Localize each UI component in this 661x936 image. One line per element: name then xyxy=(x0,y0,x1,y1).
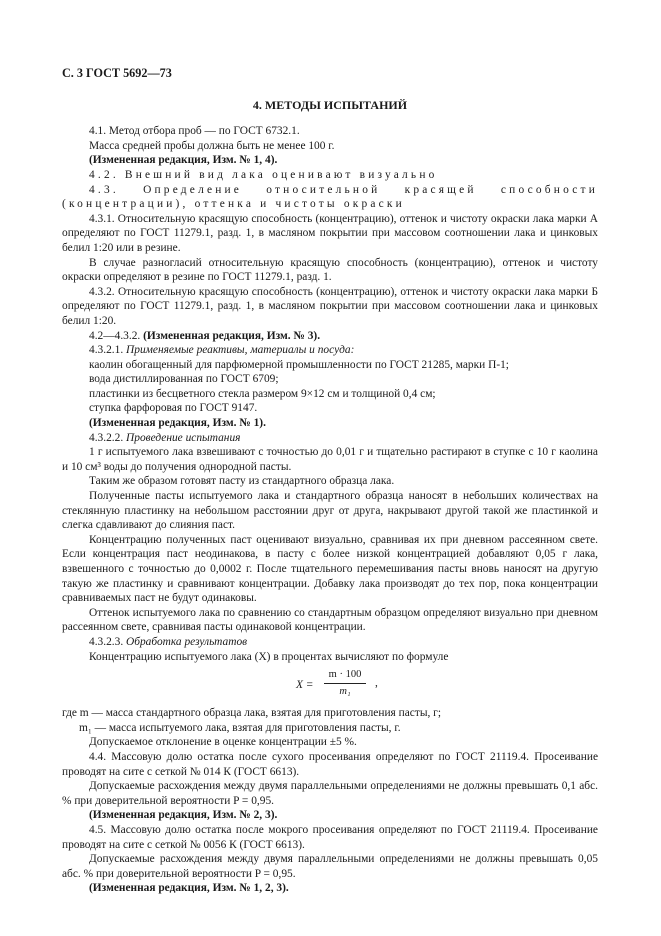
formula-numerator: m · 100 xyxy=(328,669,362,681)
paragraph: Допускаемые расхождения между двумя параллельными определениями не должны превышать 0,05 абс. % при доверительной вероятности P = 0,95. xyxy=(62,853,598,880)
document-page xyxy=(62,66,598,896)
paragraph xyxy=(62,343,598,358)
list-item: пластинки из бесцветного стекла размером 9×12 см и толщиной 0,4 см; xyxy=(89,387,436,400)
paragraph: 4.3. Определение относительной красящей способности (концентрации), оттенка и чистоты окраски xyxy=(62,183,598,211)
legend-line: m₁ — масса испытуемого лака, взятая для приготовления пасты, г. xyxy=(79,721,401,734)
paragraph: Таким же образом готовят пасту из стандартного образца лака. xyxy=(89,475,395,488)
paragraph: 4.2. Внешний вид лака оценивают визуально xyxy=(89,168,438,181)
amendment-note: (Измененная редакция, Изм. № 3). xyxy=(143,329,321,342)
subheading: Проведение испытания xyxy=(126,431,241,444)
paragraph: Концентрацию полученных паст оценивают визуально, сравнивая их при дневном рассеянном свете. Если концентрация паст неодинакова, в пасту с более низкой концентрацией добавляют 0,05 г лака, взвешенного с точностью до 0,0002 г. После тщательного перемешивания пасты вновь наносят на другую такую же пластинку и сравнивают концентрации. Добавку лака производят до тех пор, пока концентрации сравниваемых паст не будут одинаковы. xyxy=(62,533,598,605)
subheading: Применяемые реактивы, материалы и посуда: xyxy=(126,344,355,357)
page-header: С. 3 ГОСТ 5692—73 xyxy=(62,66,172,80)
clause-number: 4.3.2.2. xyxy=(89,431,124,444)
subheading: Обработка результатов xyxy=(126,635,248,648)
paragraph xyxy=(62,431,598,446)
legend-line: где m — масса стандартного образца лака, взятая для приготовления пасты, г; xyxy=(62,707,442,720)
fraction-bar xyxy=(324,683,366,684)
paragraph: 4.1. Метод отбора проб — по ГОСТ 6732.1. xyxy=(89,125,300,138)
paragraph: Полученные пасты испытуемого лака и стандартного образца наносят в небольших количествах на стеклянную пластинку на небольшом расстоянии друг от друга, накрывают другой такой же пластинкой и слегка сдавливают до слияния паст. xyxy=(62,490,598,532)
formula-trail: , xyxy=(375,677,378,690)
paragraph: 4.3.1. Относительную красящую способность (концентрацию), оттенок и чистоту окраски лака марки А определяют по ГОСТ 11279.1, разд. 1, в масляном покрытии при массовом соотношении лака и цинковых белил 1:20 или в резине. xyxy=(62,212,598,254)
formula-lhs: X = xyxy=(296,679,314,692)
formula xyxy=(62,666,598,706)
clause-number: 4.3.2.1. xyxy=(89,344,124,357)
paragraph: В случае разногласий относительную красящую способность (концентрацию), оттенок и чистоту окраски определяют в резине по ГОСТ 11279.1, разд. 1. xyxy=(62,256,598,284)
paragraph: 1 г испытуемого лака взвешивают с точностью до 0,01 г и тщательно растирают в ступке с 10 г каолина и 10 см³ воды до получения однородной пасты. xyxy=(62,446,598,473)
list-item: вода дистиллированная по ГОСТ 6709; xyxy=(89,373,279,386)
amendment-note: (Измененная редакция, Изм. № 1, 2, 3). xyxy=(89,882,289,895)
amendment-note: (Измененная редакция, Изм. № 1, 4). xyxy=(89,154,278,167)
paragraph: Допускаемые расхождения между двумя параллельными определениями не должны превышать 0,1 абс. % при доверительной вероятности P = 0,95. xyxy=(62,780,598,807)
list-item: ступка фарфоровая по ГОСТ 9147. xyxy=(89,402,258,415)
paragraph: 4.4. Массовую долю остатка после сухого просеивания определяют по ГОСТ 21119.4. Просеивание проводят на сите с сеткой № 014 К (ГОСТ 6613). xyxy=(62,750,598,778)
paragraph: Допускаемое отклонение в оценке концентрации ±5 %. xyxy=(89,736,357,749)
amendment-note: (Измененная редакция, Изм. № 1). xyxy=(89,417,266,430)
paragraph: 4.3.2. Относительную красящую способность (концентрацию), оттенок и чистоту окраски лака марки Б определяют по ГОСТ 11279.1, разд. 1, в масляном покрытии при массовом соотношении лака и цинковых белил 1:20. xyxy=(62,285,598,327)
amendment-note: (Измененная редакция, Изм. № 2, 3). xyxy=(89,809,278,822)
clause-number: 4.2—4.3.2. xyxy=(89,329,141,342)
paragraph: 4.5. Массовую долю остатка после мокрого просеивания определяют по ГОСТ 21119.4. Просеивание проводят на сите с сеткой № 0056 К (ГОСТ 6613). xyxy=(62,823,598,851)
paragraph: Оттенок испытуемого лака по сравнению со стандартным образцом определяют визуально при дневном рассеянном свете, сравнивая пасты одинаковой концентрации. xyxy=(62,606,598,634)
list-item: каолин обогащенный для парфюмерной промышленности по ГОСТ 21285, марки П-1; xyxy=(89,358,509,371)
paragraph: Масса средней пробы должна быть не менее 100 г. xyxy=(89,139,335,152)
paragraph xyxy=(62,329,598,344)
clause-number: 4.3.2.3. xyxy=(89,635,124,648)
formula-denominator: m₁ xyxy=(339,686,351,698)
section-title: 4. МЕТОДЫ ИСПЫТАНИЙ xyxy=(252,97,408,112)
paragraph xyxy=(62,635,598,650)
paragraph: Концентрацию испытуемого лака (X) в процентах вычисляют по формуле xyxy=(89,650,449,663)
